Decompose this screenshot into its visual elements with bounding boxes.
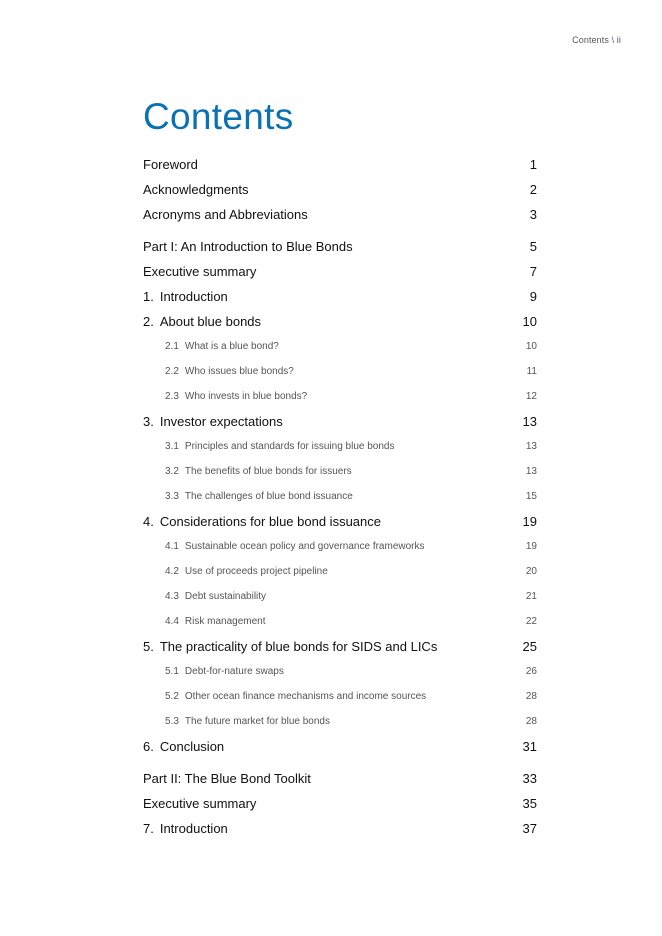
toc-entry-heading — [165, 491, 353, 502]
toc-entry[interactable] — [143, 634, 537, 659]
toc-entry-heading — [143, 514, 381, 529]
toc-entry-heading — [165, 716, 330, 727]
toc-entry-label: Acronyms and Abbreviations — [143, 207, 308, 222]
toc-entry-heading — [143, 314, 261, 329]
toc-subentry[interactable] — [143, 334, 537, 359]
toc-entry[interactable] — [143, 177, 537, 202]
toc-subentry[interactable] — [143, 484, 537, 509]
toc-entry-number: 4.4 — [165, 616, 179, 627]
toc-entry-number: 4.3 — [165, 591, 179, 602]
toc-entry-page: 35 — [522, 796, 537, 811]
toc-entry-page: 10 — [522, 314, 537, 329]
toc-entry-page: 13 — [525, 441, 537, 452]
toc-entry-label: Considerations for blue bond issuance — [159, 514, 381, 529]
toc-entry-page: 21 — [525, 591, 537, 602]
toc-entry-page: 7 — [529, 264, 537, 279]
toc-entry-heading — [165, 666, 284, 677]
toc-subentry[interactable] — [143, 559, 537, 584]
toc-entry-page: 13 — [525, 466, 537, 477]
toc-entry-label: Debt sustainability — [184, 591, 267, 602]
toc-entry-page: 9 — [529, 289, 537, 304]
toc-entry[interactable] — [143, 309, 537, 334]
toc-entry-number: 1. — [143, 289, 154, 304]
toc-entry-label: Executive summary — [143, 796, 257, 811]
toc-entry-number: 4. — [143, 514, 154, 529]
toc-entry-label: Risk management — [184, 616, 266, 627]
toc-entry-label: The future market for blue bonds — [184, 716, 330, 727]
toc-subentry[interactable] — [143, 684, 537, 709]
toc-entry-label: Investor expectations — [159, 414, 283, 429]
toc-entry-page: 37 — [522, 821, 537, 836]
toc-entry-heading — [143, 239, 353, 254]
toc-entry-page: 31 — [522, 739, 537, 754]
toc-entry[interactable] — [143, 791, 537, 816]
toc-subentry[interactable] — [143, 459, 537, 484]
toc-entry-number: 3.2 — [165, 466, 179, 477]
toc-entry-label: About blue bonds — [159, 314, 262, 329]
toc-entry-heading — [143, 739, 224, 754]
toc-entry-number: 2.2 — [165, 366, 179, 377]
toc-entry-label: The challenges of blue bond issuance — [184, 491, 353, 502]
toc-entry-page: 22 — [525, 616, 537, 627]
toc-entry-number: 2.1 — [165, 341, 179, 352]
toc-entry-number: 3. — [143, 414, 154, 429]
toc-entry-label: Sustainable ocean policy and governance frameworks — [184, 541, 425, 552]
header-section: Contents — [572, 35, 609, 45]
toc-entry-heading — [143, 207, 308, 222]
toc-entry-number: 4.2 — [165, 566, 179, 577]
toc-entry-label: Part I: An Introduction to Blue Bonds — [143, 239, 353, 254]
toc-entry-number: 2. — [143, 314, 154, 329]
toc-entry-page: 2 — [529, 182, 537, 197]
toc-subentry[interactable] — [143, 609, 537, 634]
toc-entry-label: Who invests in blue bonds? — [184, 391, 308, 402]
toc-entry-heading — [165, 341, 279, 352]
toc-entry-heading — [165, 366, 294, 377]
toc-entry-number: 3.1 — [165, 441, 179, 452]
toc-entry-heading — [165, 591, 266, 602]
toc-subentry[interactable] — [143, 709, 537, 734]
toc-entry-heading — [165, 541, 425, 552]
toc-entry-label: Debt-for-nature swaps — [184, 666, 284, 677]
toc-entry-heading — [143, 289, 228, 304]
toc-entry-heading — [143, 821, 228, 836]
toc-entry[interactable] — [143, 234, 537, 259]
header-separator: \ — [611, 35, 615, 45]
toc-subentry[interactable] — [143, 534, 537, 559]
toc-entry-number: 5. — [143, 639, 154, 654]
toc-entry-page: 10 — [525, 341, 537, 352]
toc-entry-heading — [143, 157, 198, 172]
toc-entry-heading — [143, 182, 249, 197]
toc-entry-page: 33 — [522, 771, 537, 786]
toc-entry-heading — [165, 691, 426, 702]
toc-entry-page: 1 — [529, 157, 537, 172]
toc-subentry[interactable] — [143, 359, 537, 384]
toc-entry-heading — [143, 639, 437, 654]
toc-entry-number: 5.3 — [165, 716, 179, 727]
toc-entry-label: The practicality of blue bonds for SIDS and LICs — [159, 639, 438, 654]
toc-subentry[interactable] — [143, 659, 537, 684]
table-of-contents — [143, 152, 537, 841]
toc-subentry[interactable] — [143, 584, 537, 609]
toc-entry-page: 3 — [529, 207, 537, 222]
toc-entry-label: What is a blue bond? — [184, 341, 279, 352]
toc-entry-label: Other ocean finance mechanisms and income sources — [184, 691, 427, 702]
toc-entry[interactable] — [143, 734, 537, 759]
toc-entry-label: Part II: The Blue Bond Toolkit — [143, 771, 311, 786]
toc-entry-page: 19 — [522, 514, 537, 529]
toc-entry-label: Conclusion — [159, 739, 225, 754]
toc-entry-number: 7. — [143, 821, 154, 836]
toc-entry-heading — [165, 616, 266, 627]
toc-entry-page: 13 — [522, 414, 537, 429]
toc-entry-number: 3.3 — [165, 491, 179, 502]
toc-entry-page: 25 — [522, 639, 537, 654]
toc-entry-label: Acknowledgments — [143, 182, 249, 197]
toc-entry-number: 6. — [143, 739, 154, 754]
toc-entry[interactable] — [143, 152, 537, 177]
toc-entry[interactable] — [143, 816, 537, 841]
toc-entry-page: 20 — [525, 566, 537, 577]
toc-entry[interactable] — [143, 259, 537, 284]
toc-entry-heading — [165, 441, 394, 452]
header-page-number: ii — [616, 35, 621, 45]
toc-entry[interactable] — [143, 409, 537, 434]
toc-entry-page: 19 — [525, 541, 537, 552]
toc-entry[interactable] — [143, 284, 537, 309]
toc-entry-heading — [165, 466, 352, 477]
toc-entry-page: 28 — [525, 691, 537, 702]
toc-entry[interactable] — [143, 766, 537, 791]
toc-entry-label: The benefits of blue bonds for issuers — [184, 466, 352, 477]
toc-entry-heading — [143, 264, 256, 279]
toc-entry-number: 4.1 — [165, 541, 179, 552]
toc-subentry[interactable] — [143, 434, 537, 459]
toc-entry-page: 28 — [525, 716, 537, 727]
toc-entry-label: Who issues blue bonds? — [184, 366, 294, 377]
toc-entry[interactable] — [143, 509, 537, 534]
running-header — [572, 35, 621, 45]
toc-entry-number: 2.3 — [165, 391, 179, 402]
toc-entry-number: 5.2 — [165, 691, 179, 702]
toc-entry-label: Introduction — [159, 821, 228, 836]
toc-entry-number: 5.1 — [165, 666, 179, 677]
toc-entry-heading — [143, 414, 283, 429]
toc-subentry[interactable] — [143, 384, 537, 409]
toc-entry-label: Use of proceeds project pipeline — [184, 566, 328, 577]
toc-entry-label: Principles and standards for issuing blue bonds — [184, 441, 395, 452]
toc-entry-page: 12 — [525, 391, 537, 402]
toc-entry[interactable] — [143, 202, 537, 227]
toc-entry-label: Executive summary — [143, 264, 257, 279]
toc-entry-heading — [165, 566, 328, 577]
toc-entry-page: 26 — [525, 666, 537, 677]
toc-entry-page: 11 — [526, 366, 537, 377]
toc-entry-label: Introduction — [159, 289, 228, 304]
toc-entry-label: Foreword — [143, 157, 198, 172]
toc-entry-heading — [143, 796, 256, 811]
toc-entry-heading — [165, 391, 307, 402]
toc-entry-heading — [143, 771, 311, 786]
page-title: Contents — [143, 96, 294, 137]
toc-entry-page: 5 — [529, 239, 537, 254]
toc-entry-page: 15 — [525, 491, 537, 502]
